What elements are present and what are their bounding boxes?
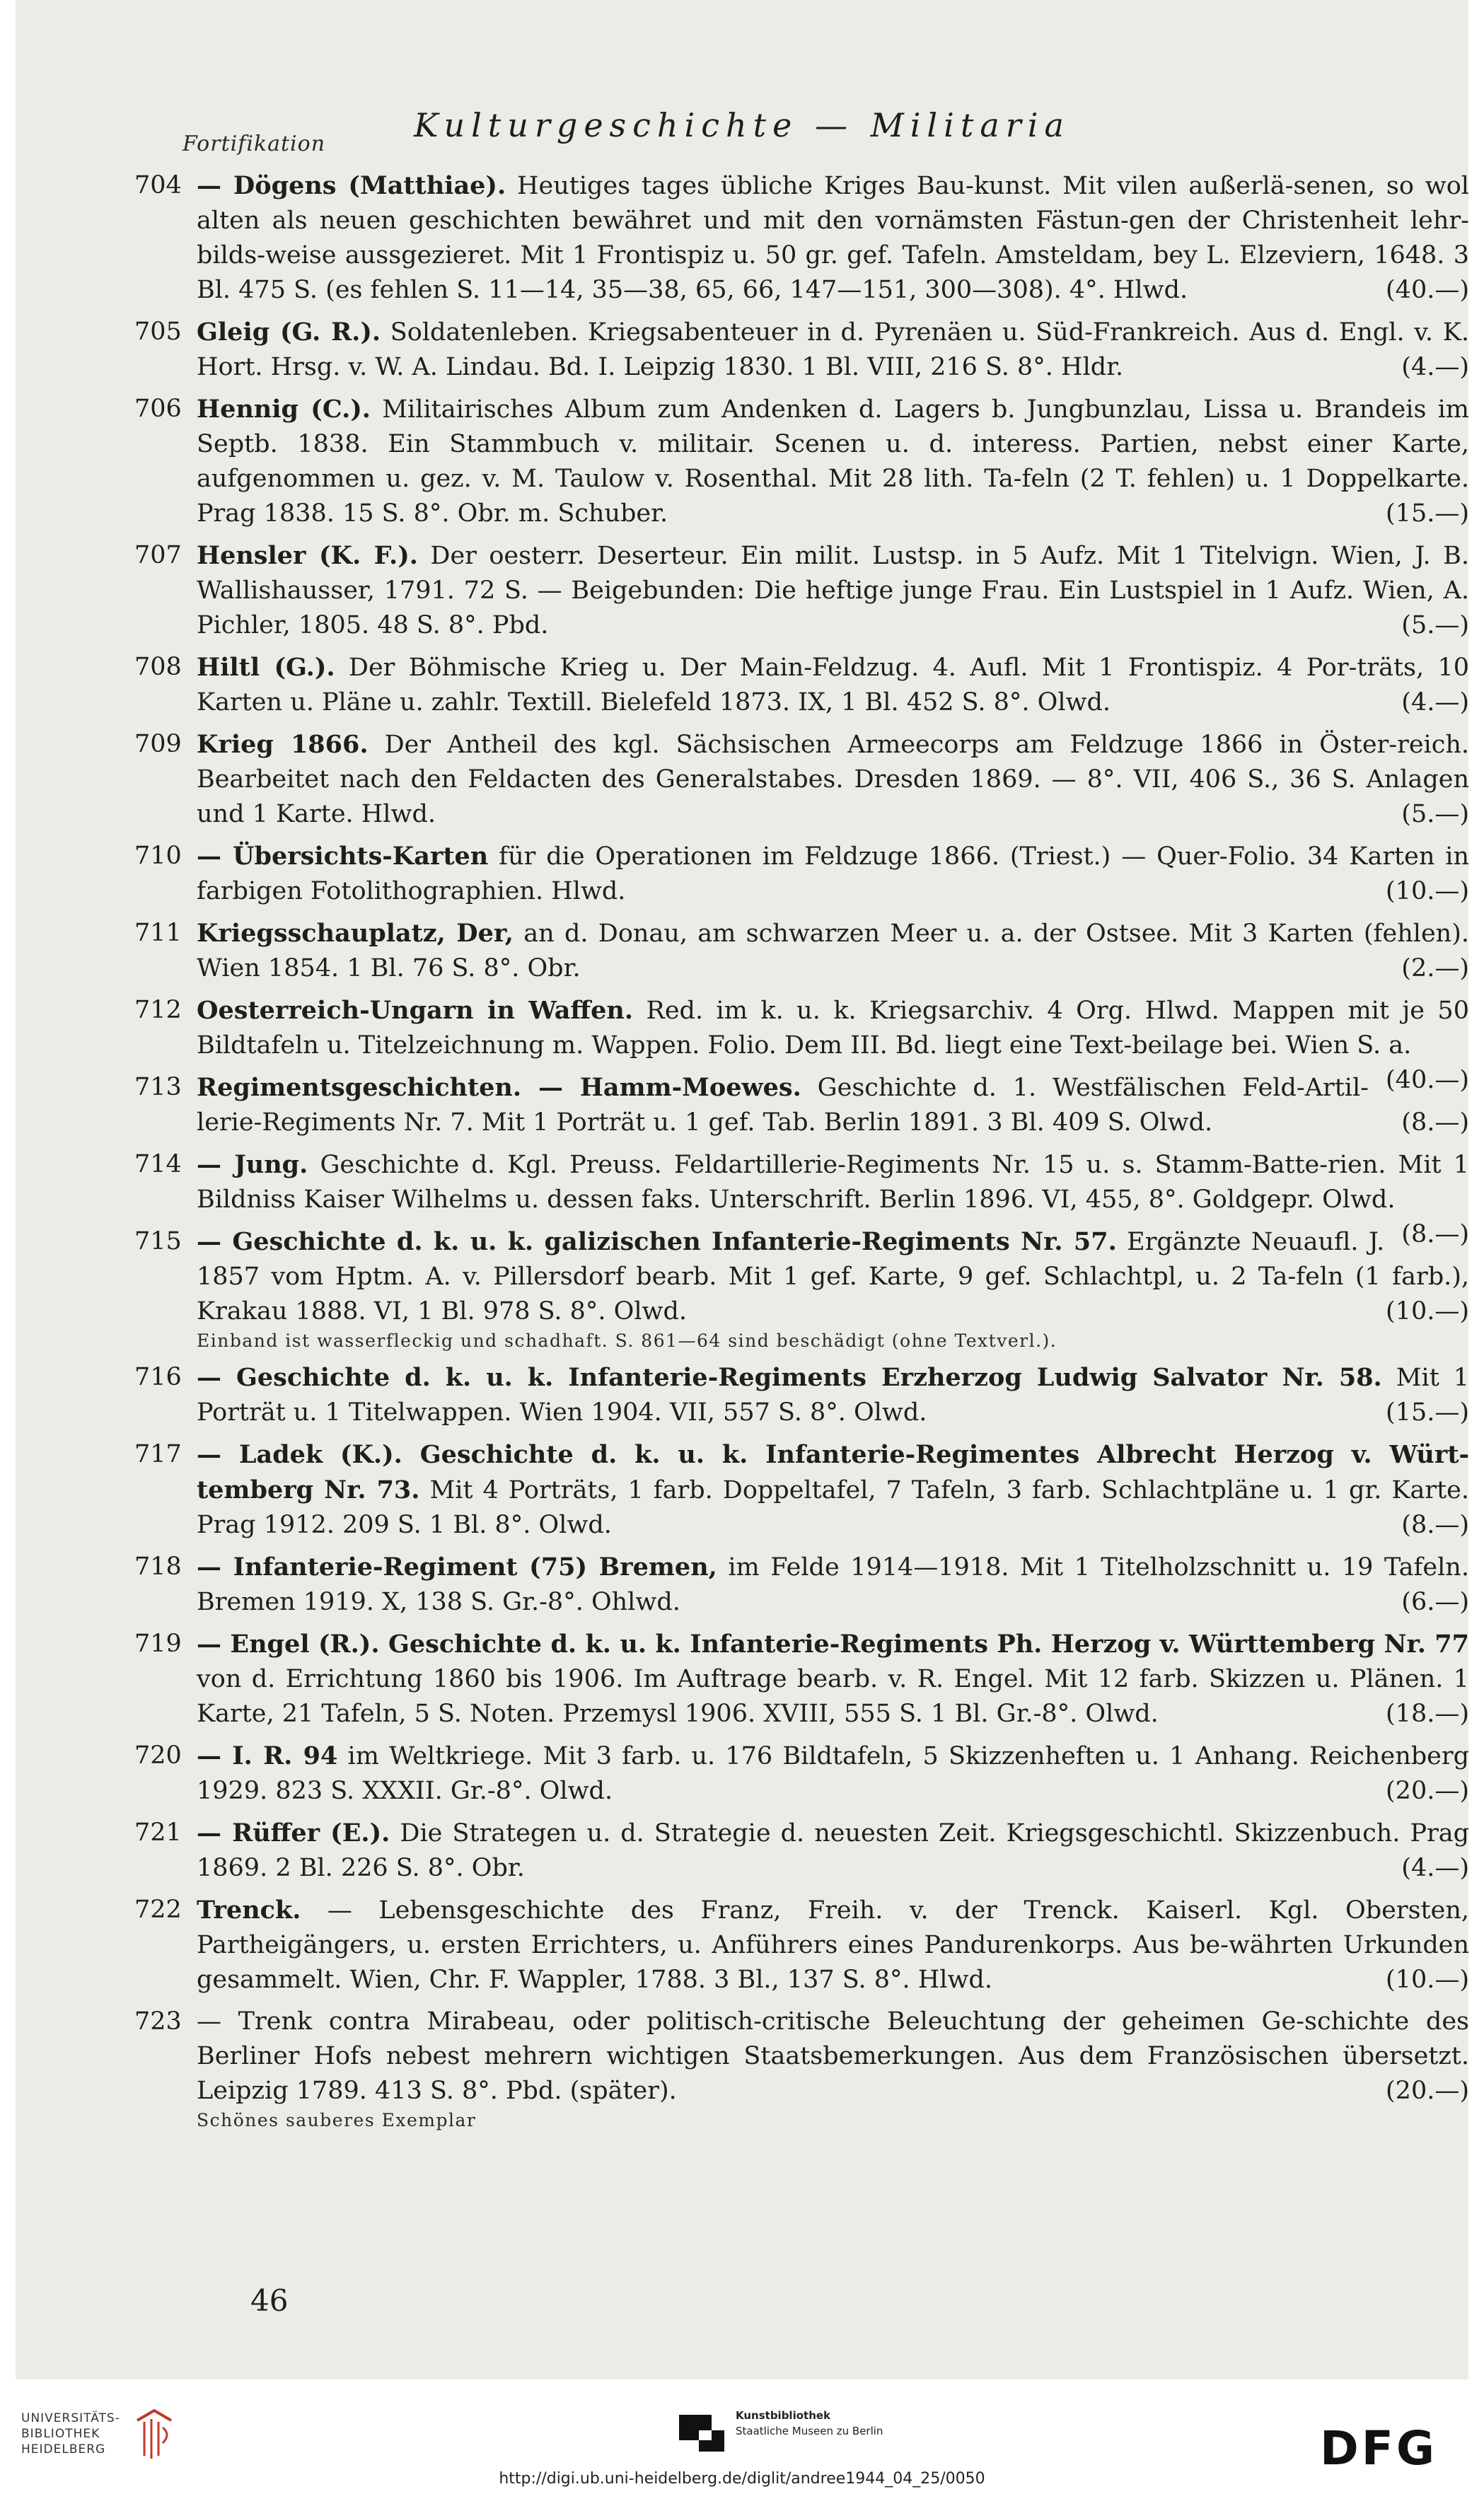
entry-note: Schönes sauberes Exemplar: [197, 2110, 477, 2130]
entry-text: [197, 538, 1469, 643]
entry-text: [197, 1816, 1469, 1886]
catalog-entry: [16, 1070, 1468, 1140]
entry-number: 721: [134, 1819, 182, 1847]
entry-number: 705: [134, 318, 182, 346]
entry-text: [197, 315, 1469, 385]
entry-heading: — Engel (R.). Geschichte d. k. u. k. Infanterie-Regiments Ph. Herzog v. Württemberg Nr. 77: [197, 1630, 1469, 1659]
entry-heading: — I. R. 94: [197, 1741, 338, 1770]
entry-number: 722: [134, 1896, 182, 1924]
entry-number: 717: [134, 1440, 182, 1468]
entry-text: [197, 1224, 1469, 1329]
section-label: Fortifikation: [182, 132, 326, 156]
entry-heading: — Rüffer (E.).: [197, 1819, 390, 1848]
entry-description: — Lebensgeschichte des Franz, Freih. v. der Trenck. Kaiserl. Kgl. Obersten, Partheigängers, u. ersten Errichters, u. Anführers eines Pandurenkorps. Aus be-währten Urkunden gesammelt. Wien, Chr. F. Wappler, 1788. 3 Bl., 137 S. 8°. Hlwd.: [197, 1896, 1469, 1994]
catalog-entry: [16, 1360, 1468, 1430]
page-header: [16, 106, 1468, 163]
university-library-name: [21, 2411, 120, 2457]
entry-number: 716: [134, 1363, 182, 1391]
entry-text: [197, 168, 1469, 308]
entry-description: — Trenk contra Mirabeau, oder politisch-critische Beleuchtung der geheimen Ge-schichte des Berliner Hofs nebest mehrern wichtigen Staatsbemerkungen. Aus dem Französischen übersetzt. Leipzig 1789. 413 S. 8°. Pbd. (später).: [197, 2007, 1469, 2105]
catalog-entry: [16, 1550, 1468, 1620]
kunstbibliothek-logo-icon: [678, 2409, 726, 2453]
dfg-logo-text: DFG: [1320, 2425, 1438, 2471]
entry-description: Heutiges tages übliche Kriges Bau-kunst. Mit vilen außerlä-senen, so wol alten als neuen geschichten bewähret und mit den vornämsten Fästun-gen der Christenheit lehr-bilds-weise aussgezieret. Mit 1 Frontispiz u. 50 gr. gef. Tafeln. Amsteldam, bey L. Elzeviern, 1648. 3 Bl. 475 S. (es fehlen S. 11—14, 35—38, 65, 66, 147—151, 300—308). 4°. Hlwd.: [197, 172, 1469, 304]
catalog-entry: [16, 916, 1468, 986]
entry-price: (20.—): [1386, 1777, 1469, 1805]
entry-text: [197, 1550, 1469, 1620]
entry-description: Mit 1 Porträt u. 1 Titelwappen. Wien 1904. VII, 557 S. 8°. Olwd.: [197, 1364, 1469, 1427]
entry-description: für die Operationen im Feldzuge 1866. (Triest.) — Quer-Folio. 34 Karten in farbigen Fotolithographien. Hlwd.: [197, 842, 1469, 905]
entry-number: 711: [134, 919, 182, 947]
catalog-entry: [16, 168, 1468, 308]
entry-description: Militairisches Album zum Andenken d. Lagers b. Jungbunzlau, Lissa u. Brandeis im Septb. 1838. Ein Stammbuch v. militair. Scenen u. d. interess. Partien, nebst einer Karte, aufgenommen u. gez. v. M. Taulow v. Rosenthal. Mit 28 lith. Ta-feln (2 T. fehlen) u. 1 Doppelkarte. Prag 1838. 15 S. 8°. Obr. m. Schuber.: [197, 395, 1469, 528]
page-number: 46: [250, 2283, 289, 2318]
entry-price: (8.—): [1401, 1220, 1469, 1248]
entry-text: [197, 1627, 1469, 1732]
entry-number: 710: [134, 842, 182, 870]
catalog-entry: [16, 839, 1468, 909]
entry-number: 715: [134, 1227, 182, 1255]
catalog-entry: [16, 538, 1468, 643]
entry-price: (8.—): [1401, 1108, 1469, 1137]
footer: [0, 2379, 1484, 2494]
entry-heading: Oesterreich-Ungarn in Waffen.: [197, 996, 633, 1025]
entry-heading: — Ladek (K.). Geschichte d. k. u. k. Infanterie-Regimentes Albrecht Herzog v. Würt-temberg Nr. 73.: [197, 1440, 1469, 1504]
catalog-entry: [16, 650, 1468, 720]
entry-description: von d. Errichtung 1860 bis 1906. Im Auftrage bearb. v. R. Engel. Mit 12 farb. Skizzen u. Plänen. 1 Karte, 21 Tafeln, 5 S. Noten. Przemysl 1906. XVIII, 555 S. 1 Bl. Gr.-8°. Olwd.: [197, 1665, 1469, 1728]
entry-price: (4.—): [1401, 1854, 1469, 1882]
university-line: BIBLIOTHEK: [21, 2427, 100, 2441]
entry-number: 713: [134, 1073, 182, 1101]
entry-price: (8.—): [1401, 1511, 1469, 1539]
entry-number: 720: [134, 1741, 182, 1770]
entry-price: (40.—): [1386, 1066, 1469, 1094]
entry-price: (10.—): [1386, 1966, 1469, 1994]
catalog-entry: [16, 727, 1468, 832]
entry-heading: — Dögens (Matthiae).: [197, 171, 506, 200]
entry-text: [197, 916, 1469, 986]
entry-price: (5.—): [1401, 800, 1469, 828]
entry-number: 719: [134, 1630, 182, 1658]
entry-description: Der Böhmische Krieg u. Der Main-Feldzug. 4. Aufl. Mit 1 Frontispiz. 4 Por-träts, 10 Karten u. Pläne u. zahlr. Textill. Bielefeld 1873. IX, 1 Bl. 452 S. 8°. Olwd.: [197, 654, 1469, 717]
entry-text: [197, 392, 1469, 531]
catalog-entry: [16, 1893, 1468, 1997]
entry-text: [197, 1070, 1469, 1140]
entry-note: Einband ist wasserfleckig und schadhaft. S. 861—64 sind beschädigt (ohne Textverl.).: [197, 1330, 1057, 1351]
entry-description: Ergänzte Neuaufl. J. 1857 vom Hptm. A. v. Pillersdorf bearb. Mit 1 gef. Karte, 9 gef. Schlachtpl, u. 2 Ta-feln (1 farb.), Krakau 1888. VI, 1 Bl. 978 S. 8°. Olwd.: [197, 1228, 1469, 1326]
entry-text: [197, 2005, 1469, 2109]
entry-text: [197, 1739, 1469, 1809]
catalog-entry: [16, 392, 1468, 531]
entry-price: (2.—): [1401, 954, 1469, 982]
entry-text: [197, 839, 1469, 909]
entry-price: (15.—): [1386, 499, 1469, 528]
catalog-entry: [16, 1739, 1468, 1809]
entry-price: (15.—): [1386, 1398, 1469, 1427]
catalog-entry: [16, 1816, 1468, 1886]
entry-description: Der oesterr. Deserteur. Ein milit. Lustsp. in 5 Aufz. Mit 1 Titelvign. Wien, J. B. Wallishausser, 1791. 72 S. — Beigebunden: Die heftige junge Frau. Ein Lustspiel in 1 Aufz. Wien, A. Pichler, 1805. 48 S. 8°. Pbd.: [197, 542, 1469, 639]
entry-text: [197, 1893, 1469, 1997]
entry-description: Geschichte d. 1. Westfälischen Feld-Artil-lerie-Regiments Nr. 7. Mit 1 Porträt u. 1 gef. Tab. Berlin 1891. 3 Bl. 409 S. Olwd.: [197, 1074, 1369, 1137]
university-logo-icon: [133, 2406, 175, 2461]
entry-heading: — Infanterie-Regiment (75) Bremen,: [197, 1553, 717, 1582]
entry-number: 718: [134, 1553, 182, 1581]
entry-heading: — Jung.: [197, 1150, 308, 1179]
entry-price: (6.—): [1401, 1588, 1469, 1616]
entry-text: [197, 1360, 1469, 1430]
entry-heading: Hennig (C.).: [197, 395, 371, 424]
kunstbibliothek-subtitle: Staatliche Museen zu Berlin: [736, 2425, 883, 2437]
university-line: UNIVERSITÄTS-: [21, 2411, 120, 2425]
catalog-entry: [16, 1627, 1468, 1732]
entry-price: (20.—): [1386, 2077, 1469, 2105]
catalog-entry: [16, 1437, 1468, 1543]
entry-text: [197, 1437, 1469, 1543]
entry-price: (5.—): [1401, 611, 1469, 639]
kunstbibliothek-name: [736, 2408, 883, 2439]
entry-number: 706: [134, 395, 182, 423]
entry-heading: Trenck.: [197, 1896, 301, 1925]
university-line: HEIDELBERG: [21, 2442, 106, 2457]
kunstbibliothek-title: Kunstbibliothek: [736, 2409, 831, 2422]
entry-number: 708: [134, 653, 182, 681]
catalog-entry: [16, 1224, 1468, 1353]
entry-number: 704: [134, 171, 182, 199]
entry-price: (40.—): [1386, 276, 1469, 304]
entry-description: im Felde 1914—1918. Mit 1 Titelholzschnitt u. 19 Tafeln. Bremen 1919. X, 138 S. Gr.-8°. Ohlwd.: [197, 1553, 1469, 1616]
entry-description: an d. Donau, am schwarzen Meer u. a. der Ostsee. Mit 3 Karten (fehlen). Wien 1854. 1 Bl. 76 S. 8°. Obr.: [197, 920, 1469, 982]
entry-heading: Kriegsschauplatz, Der,: [197, 919, 514, 948]
entry-price: (4.—): [1401, 688, 1469, 717]
catalog-page: [16, 0, 1468, 2379]
entry-number: 714: [134, 1150, 182, 1178]
dfg-logo-icon: [1320, 2425, 1461, 2471]
entry-description: im Weltkriege. Mit 3 farb. u. 176 Bildtafeln, 5 Skizzenheften u. 1 Anhang. Reichenberg 1929. 823 S. XXXII. Gr.-8°. Olwd.: [197, 1742, 1469, 1805]
entry-number: 707: [134, 541, 182, 569]
entry-description: Die Strategen u. d. Strategie d. neuesten Zeit. Kriegsgeschichtl. Skizzenbuch. Prag 1869. 2 Bl. 226 S. 8°. Obr.: [197, 1819, 1469, 1882]
entry-heading: Gleig (G. R.).: [197, 318, 381, 347]
entry-heading: — Geschichte d. k. u. k. Infanterie-Regiments Erzherzog Ludwig Salvator Nr. 58.: [197, 1363, 1382, 1392]
entry-heading: Krieg 1866.: [197, 730, 369, 759]
entry-description: Red. im k. u. k. Kriegsarchiv. 4 Org. Hlwd. Mappen mit je 50 Bildtafeln u. Titelzeichnung m. Wappen. Folio. Dem III. Bd. liegt eine Text-beilage bei. Wien S. a.: [197, 997, 1469, 1060]
entry-description: Geschichte d. Kgl. Preuss. Feldartillerie-Regiments Nr. 15 u. s. Stamm-Batte-rien. Mit 1 Bildniss Kaiser Wilhelms u. dessen faks. Unterschrift. Berlin 1896. VI, 455, 8°. Goldgepr. Olwd.: [197, 1151, 1469, 1214]
catalog-entry: [16, 315, 1468, 385]
entry-price: (10.—): [1386, 1297, 1469, 1326]
entry-heading: Hiltl (G.).: [197, 653, 335, 682]
entry-number: 712: [134, 996, 182, 1024]
entry-heading: — Geschichte d. k. u. k. galizischen Infanterie-Regiments Nr. 57.: [197, 1227, 1117, 1256]
entry-number: 723: [134, 2007, 182, 2036]
entry-text: [197, 727, 1469, 832]
catalog-entry: [16, 2005, 1468, 2133]
entry-price: (10.—): [1386, 877, 1469, 905]
entry-description: Der Antheil des kgl. Sächsischen Armeecorps am Feldzuge 1866 in Öster-reich. Bearbeitet nach den Feldacten des Generalstabes. Dresden 1869. — 8°. VII, 406 S., 36 S. Anlagen und 1 Karte. Hlwd.: [197, 731, 1469, 828]
entry-price: (4.—): [1401, 353, 1469, 381]
entry-description: Soldatenleben. Kriegsabenteuer in d. Pyrenäen u. Süd-Frankreich. Aus d. Engl. v. K. Hort. Hrsg. v. W. A. Lindau. Bd. I. Leipzig 1830. 1 Bl. VIII, 216 S. 8°. Hldr.: [197, 318, 1470, 381]
entry-number: 709: [134, 730, 182, 758]
entry-description: Mit 4 Porträts, 1 farb. Doppeltafel, 7 Tafeln, 3 farb. Schlachtpläne u. 1 gr. Karte. Prag 1912. 209 S. 1 Bl. 8°. Olwd.: [197, 1476, 1469, 1539]
entry-text: [197, 650, 1469, 720]
entry-heading: Hensler (K. F.).: [197, 541, 418, 570]
catalog-entries: [16, 168, 1468, 2140]
entry-heading: — Übersichts-Karten: [197, 842, 489, 871]
page-title: Kulturgeschichte — Militaria: [414, 106, 1070, 144]
entry-heading: Regimentsgeschichten. — Hamm-Moewes.: [197, 1073, 801, 1102]
source-url[interactable]: http://digi.ub.uni-heidelberg.de/diglit/andree1944_04_25/0050: [499, 2470, 985, 2488]
entry-price: (18.—): [1386, 1700, 1469, 1728]
